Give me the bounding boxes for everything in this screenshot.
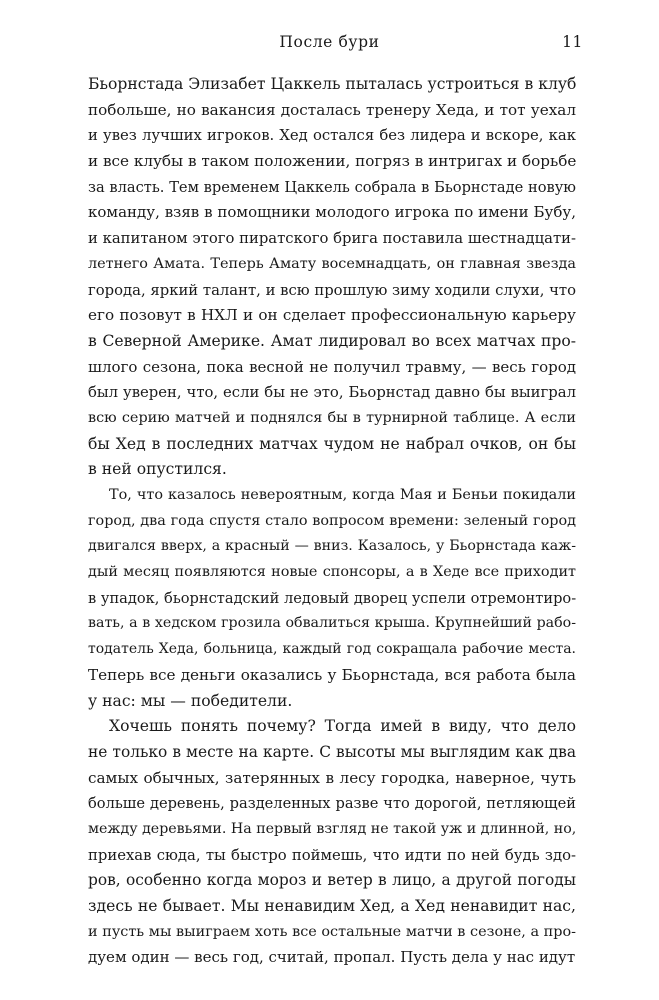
text-line: приехав сюда, ты быстро поймешь, что идти по ней будь здо- [88, 846, 576, 864]
text-line: бы Хед в последних матчах чудом не набрал очков, он бы [88, 434, 576, 453]
paragraph [88, 714, 576, 971]
text-line: города, яркий талант, и всю прошлую зиму ходили слухи, что [88, 281, 576, 299]
running-header [0, 33, 659, 57]
text-line: здесь не бывает. Мы ненавидим Хед, а Хед ненавидит нас, [88, 897, 576, 915]
text-line: за власть. Тем временем Цаккель собрала в Бьорнстаде новую [88, 178, 576, 196]
text-line: команду, взяв в помощники молодого игрока по имени Бубу, [88, 203, 576, 222]
text-line: город, два года спустя стало вопросом времени: зеленый город [88, 512, 576, 529]
text-line: вать, а в хедском грозила обвалиться крыша. Крупнейший рабо- [88, 615, 576, 632]
text-line: у нас: мы — победители. [88, 691, 293, 710]
text-line: в упадок, бьорнстадский ледовый дворец успели отремонтиро- [88, 589, 577, 607]
text-line: То, что казалось невероятным, когда Мая и Беньи покидали [109, 487, 576, 503]
text-line: Теперь все деньги оказались у Бьорнстада, вся работа была [88, 665, 576, 684]
text-line: и капитаном этого пиратского брига поставила шестнадцати- [88, 230, 576, 248]
text-line: в ней опустился. [88, 460, 227, 479]
text-line: в Северной Америке. Амат лидировал во всех матчах про- [88, 331, 576, 350]
text-line: не только в месте на карте. С высоты мы выглядим как два [88, 742, 576, 761]
text-line: летнего Амата. Теперь Амату восемнадцать, он главная звезда [88, 255, 576, 272]
text-line: Хочешь понять почему? Тогда имей в виду, что дело [109, 717, 576, 736]
text-line: побольше, но вакансия досталась тренеру Хеда, и тот уехал [88, 100, 576, 119]
text-line: шлого сезона, пока весной не получил травму, — весь город [88, 357, 576, 376]
paragraph [88, 72, 576, 483]
body-text [88, 72, 576, 971]
text-line: тодатель Хеда, больница, каждый год сокращала рабочие места. [88, 641, 576, 658]
text-line: его позовут в НХЛ и он сделает профессиональную карьеру [88, 306, 576, 325]
text-line: дуем один — весь год, считай, пропал. Пусть дела у нас идут [88, 948, 576, 967]
text-line: и увез лучших игроков. Хед остался без лидера и вскоре, как [88, 127, 576, 145]
text-line: был уверен, что, если бы не это, Бьорнстад давно бы выиграл [88, 384, 576, 402]
text-line: всю серию матчей и поднялся бы в турнирной таблице. А если [88, 409, 576, 426]
text-line: между деревьями. На первый взгляд не такой уж и длинной, но, [88, 820, 577, 837]
text-line: ров, особенно когда мороз и ветер в лицо, а другой погоды [88, 871, 576, 890]
text-line: и все клубы в таком положении, погряз в интригах и борьбе [88, 152, 577, 171]
text-line: больше деревень, разделенных разве что дорогой, петляющей [88, 795, 576, 813]
text-line: двигался вверх, а красный — вниз. Казалось, у Бьорнстада каж- [88, 538, 576, 555]
page-number: 11 [562, 33, 583, 51]
running-title: После бури [279, 33, 380, 51]
text-line: и пусть мы выиграем хоть все остальные матчи в сезоне, а про- [88, 923, 576, 940]
text-line: Бьорнстада Элизабет Цаккель пыталась устроиться в клуб [88, 75, 577, 93]
paragraph [88, 483, 576, 714]
text-line: дый месяц появляются новые спонсоры, а в Хеде все приходит [88, 564, 576, 581]
text-line: самых обычных, затерянных в лесу городка, наверное, чуть [88, 768, 576, 787]
